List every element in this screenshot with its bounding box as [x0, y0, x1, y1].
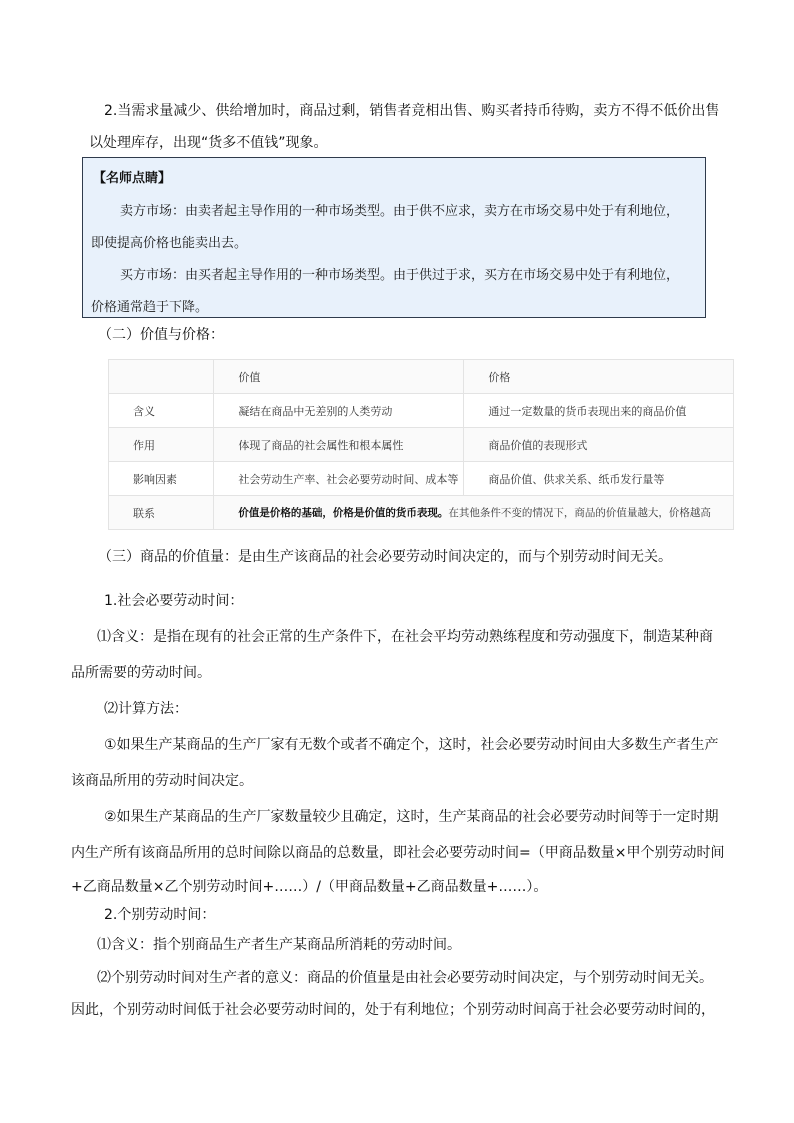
link-rest-text: 在其他条件不变的情况下，商品的价值量越大，价格越高	[448, 507, 711, 519]
table-cell: 商品价值、供求关系、纸币发行量等	[464, 462, 734, 496]
paragraph-supply-surplus-cont: 以处理库存，出现“货多不值钱”现象。	[89, 135, 328, 151]
seller-market-text: 卖方市场：由卖者起主导作用的一种市场类型。由于供不应求，卖方在市场交易中处于有利地位，	[120, 204, 680, 219]
table-cell: 通过一定数量的货币表现出来的商品价值	[464, 394, 734, 428]
buyer-market-text-cont: 价格通常趋于下降。	[91, 300, 209, 315]
subheading-social-labor-time: 1.社会必要劳动时间：	[104, 593, 244, 609]
calc-method-heading: ⑵计算方法：	[104, 701, 188, 717]
paragraph-supply-surplus: 2.当需求量减少、供给增加时，商品过剩，销售者竞相出售、购买者持币待购，卖方不得不低价出售	[104, 103, 720, 119]
teacher-tip-box	[82, 157, 706, 318]
table-cell: 联系	[109, 496, 214, 530]
table-row	[109, 428, 734, 462]
subheading-individual-labor-time: 2.个别劳动时间：	[104, 907, 216, 923]
calc-method-2-cont: 内生产所有该商品所用的总时间除以商品的总数量，即社会必要劳动时间=（甲商品数量×甲个别劳动时间	[71, 845, 725, 861]
table-header-cell: 价格	[464, 360, 734, 394]
teacher-tip-title: 【名师点睛】	[93, 171, 172, 186]
table-cell: 社会劳动生产率、社会必要劳动时间、成本等	[214, 462, 464, 496]
table-row	[109, 462, 734, 496]
link-bold-text: 价值是价格的基础，价格是价值的货币表现。	[238, 507, 449, 519]
table-row	[109, 394, 734, 428]
table-cell: 影响因素	[109, 462, 214, 496]
section-heading-value-quantity: （三）商品的价值量：是由生产该商品的社会必要劳动时间决定的，而与个别劳动时间无关。	[98, 549, 672, 565]
definition-individual-labor-time: ⑴含义：指个别商品生产者生产某商品所消耗的劳动时间。	[97, 937, 461, 953]
table-cell: 作用	[109, 428, 214, 462]
definition-social-labor-time-cont: 品所需要的劳动时间。	[71, 665, 211, 681]
table-cell: 含义	[109, 394, 214, 428]
calc-method-2-formula: +乙商品数量×乙个别劳动时间+……）/（甲商品数量+乙商品数量+……）。	[71, 879, 548, 895]
buyer-market-text: 买方市场：由买者起主导作用的一种市场类型。由于供过于求，买方在市场交易中处于有利地位，	[120, 268, 680, 283]
table-header-row	[109, 360, 734, 394]
table-row-link	[109, 496, 734, 530]
meaning-individual-labor-time: ⑵个别劳动时间对生产者的意义：商品的价值量是由社会必要劳动时间决定，与个别劳动时间无关。	[97, 970, 713, 986]
table-cell: 商品价值的表现形式	[464, 428, 734, 462]
table-link-cell	[214, 496, 734, 530]
table-header-cell	[109, 360, 214, 394]
meaning-individual-labor-time-cont: 因此，个别劳动时间低于社会必要劳动时间的，处于有利地位；个别劳动时间高于社会必要劳动时间的，	[71, 1002, 715, 1018]
value-price-table	[108, 359, 734, 530]
section-heading-value-price: （二）价值与价格：	[98, 327, 224, 343]
calc-method-2: ②如果生产某商品的生产厂家数量较少且确定，这时，生产某商品的社会必要劳动时间等于一定时期	[104, 809, 719, 825]
table-cell: 凝结在商品中无差别的人类劳动	[214, 394, 464, 428]
table-header-cell: 价值	[214, 360, 464, 394]
seller-market-text-cont: 即使提高价格也能卖出去。	[91, 236, 248, 251]
calc-method-1: ①如果生产某商品的生产厂家有无数个或者不确定个，这时，社会必要劳动时间由大多数生产者生产	[104, 737, 719, 753]
table-cell: 体现了商品的社会属性和根本属性	[214, 428, 464, 462]
definition-social-labor-time: ⑴含义：是指在现有的社会正常的生产条件下，在社会平均劳动熟练程度和劳动强度下，制造某种商	[97, 629, 713, 645]
calc-method-1-cont: 该商品所用的劳动时间决定。	[71, 773, 253, 789]
